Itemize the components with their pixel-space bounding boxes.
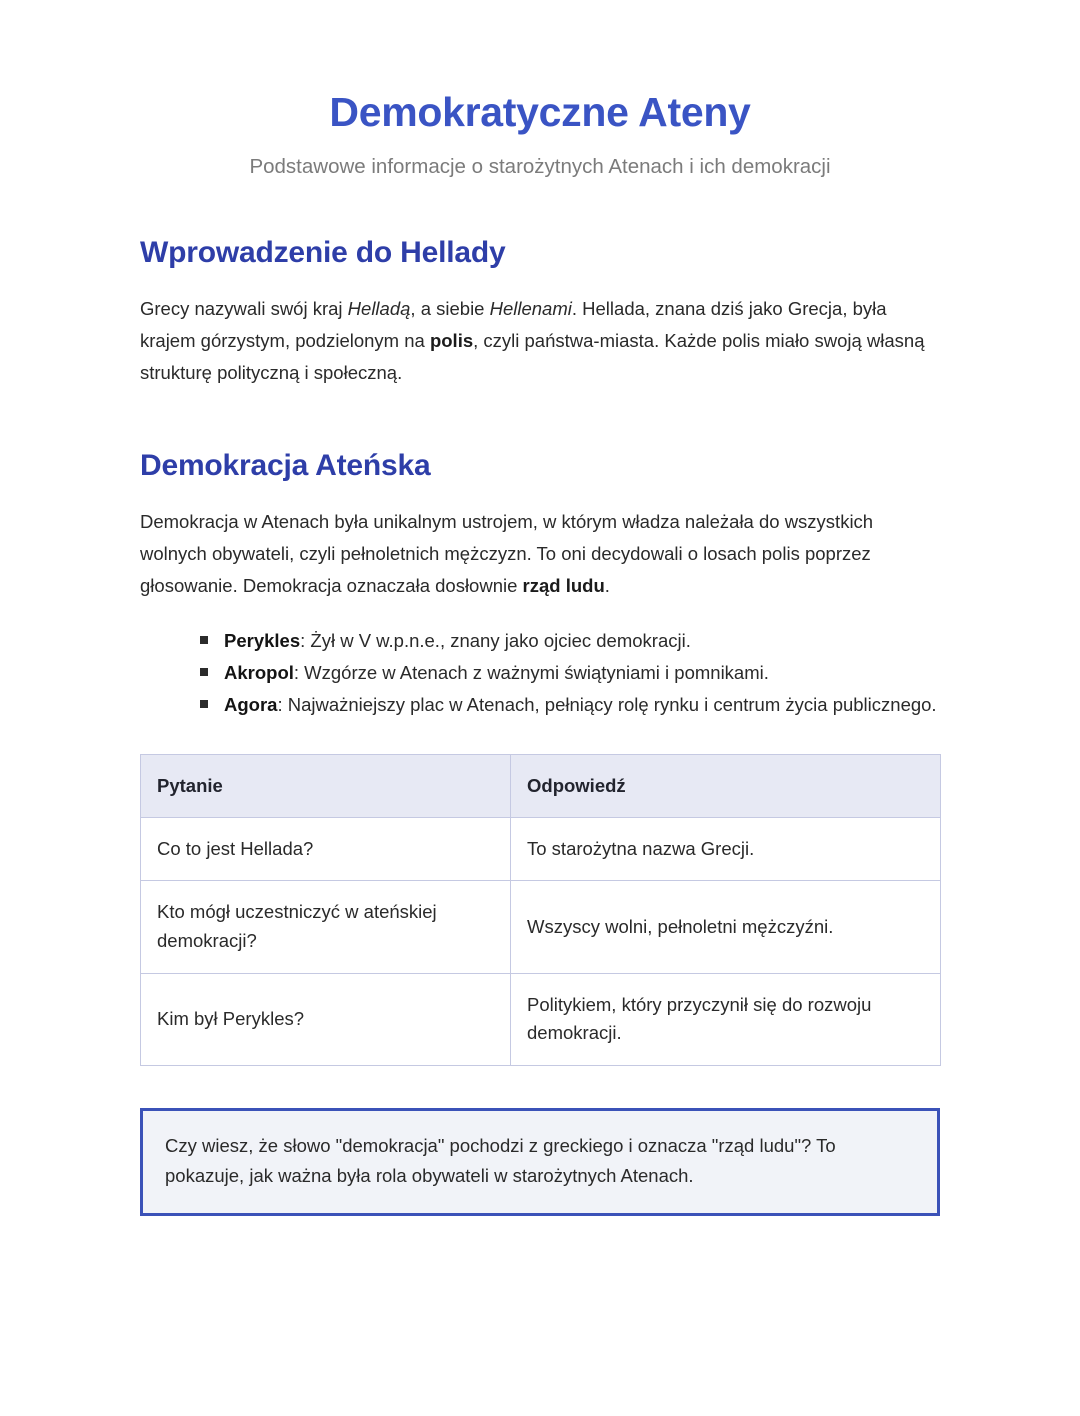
table-cell-answer: Wszyscy wolni, pełnoletni mężczyźni.	[511, 881, 941, 973]
paragraph-demokracja	[140, 506, 940, 601]
table-cell-question: Kim był Perykles?	[141, 973, 511, 1065]
table-header-row	[141, 754, 941, 817]
document-content	[140, 0, 940, 1416]
para-text: , a siebie	[410, 298, 490, 320]
table-row	[141, 881, 941, 973]
table-cell-answer: Politykiem, który przyczynił się do rozwoju demokracji.	[511, 973, 941, 1065]
list-item	[200, 690, 940, 720]
list-item-term: Akropol	[224, 661, 294, 683]
table-cell-question: Co to jest Hellada?	[141, 817, 511, 881]
para-text: .	[604, 575, 610, 597]
table-cell-answer: To starożytna nazwa Grecji.	[511, 817, 941, 881]
para-italic-hellada: Helladą	[347, 298, 411, 320]
callout-text: Czy wiesz, że słowo "demokracja" pochodzi z greckiego i oznacza "rząd ludu"? To pokazuje, jak ważna była rola obywateli w starożytnych Atenach.	[165, 1135, 836, 1187]
table-header-question: Pytanie	[141, 754, 511, 817]
key-terms-list	[140, 626, 940, 720]
page-title: Demokratyczne Ateny	[329, 89, 751, 135]
section-heading-hellada: Wprowadzenie do Hellady	[140, 236, 506, 270]
para-italic-hellenami: Hellenami	[489, 298, 572, 320]
para-text: Demokracja w Atenach była unikalnym ustrojem, w którym władza należała do wszystkich wolnych obywateli, czyli pełnoletnich mężczyzn. To oni decydowali o losach polis poprzez głosowanie. Demokracja oznaczała dosłownie	[140, 511, 874, 597]
table-row	[141, 817, 941, 881]
page-bottom-space	[140, 1216, 940, 1416]
list-item	[200, 626, 940, 656]
para-bold-rzad-ludu: rząd ludu	[522, 575, 605, 597]
did-you-know-callout	[140, 1108, 940, 1216]
para-text: . Hellada, znana dziś jako Grecja, była krajem górzystym, podzielonym na	[140, 298, 887, 351]
table-cell-question: Kto mógł uczestniczyć w ateńskiej demokracji?	[141, 881, 511, 973]
list-item-text: : Najważniejszy plac w Atenach, pełniący rolę rynku i centrum życia publicznego.	[277, 693, 937, 715]
page-subtitle: Podstawowe informacje o starożytnych Atenach i ich demokracji	[249, 155, 831, 179]
list-item-text: : Żył w V w.p.n.e., znany jako ojciec demokracji.	[300, 629, 691, 651]
section-heading-demokracja: Demokracja Ateńska	[140, 449, 431, 483]
list-item	[200, 658, 940, 688]
qa-table	[140, 754, 941, 1066]
list-item-term: Perykles	[224, 629, 301, 651]
table-row	[141, 973, 941, 1065]
list-item-text: : Wzgórze w Atenach z ważnymi świątyniami i pomnikami.	[293, 661, 769, 683]
para-bold-polis: polis	[429, 329, 474, 351]
table-header-answer: Odpowiedź	[511, 754, 941, 817]
list-item-term: Agora	[224, 693, 278, 715]
para-text: Grecy nazywali swój kraj	[140, 298, 348, 320]
paragraph-hellada	[140, 293, 940, 388]
para-text: , czyli państwa-miasta. Każde polis miało swoją własną strukturę polityczną i społeczną.	[140, 329, 925, 383]
